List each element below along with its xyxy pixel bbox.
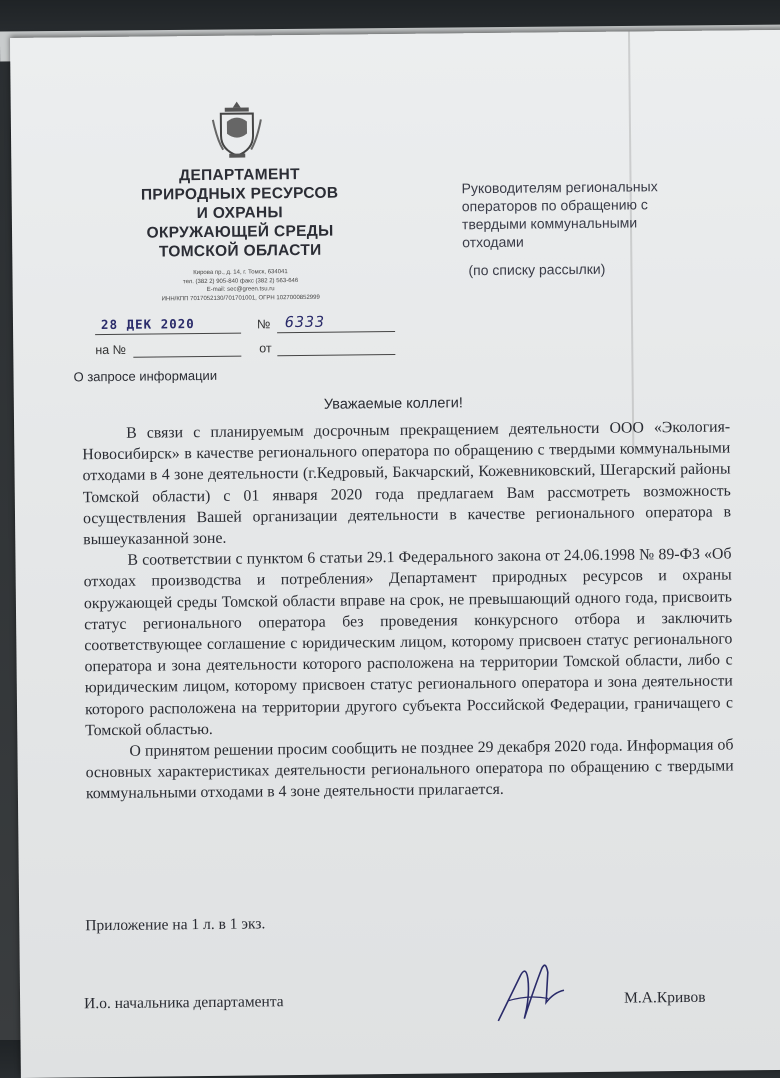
body-paragraph: О принятом решении просим сообщить не позднее 29 декабря 2020 года. Информация об основных характеристиках деятельности регионального оператора по обращению с твердыми коммунальными отходами в 4 зоне деятельности прилагается. [85,736,734,803]
department-line: ТОМСКОЙ ОБЛАСТИ [158,241,322,261]
recipient-line: отходами [462,233,524,251]
registration-date: 28 ДЕК 2020 [100,316,195,333]
reference-label: на № [95,342,127,358]
recipient-block [462,177,723,280]
signatory-title: И.о. начальника департамента [84,993,284,1013]
body-paragraph: В соответствии с пунктом 6 статьи 29.1 Федерального закона от 24.06.1998 № 89-ФЗ «Об отходах производства и потребления» Департамент природных ресурсов и охраны окружающей среды Томской области вправе на срок, не превышающий одного года, присвоить статус регионального оператора без проведения конкурсного отбора и заключить соответствующее соглашение с юридическим лицом, которому присвоен статус регионального оператора и зона деятельности которого расположена на территории Томской области, либо с юридическим лицом, которому присвоен статус регионального оператора и зона деятельности которого расположена на территории другого субъекта Российской Федерации, граничащего с Томской областью. [83,545,734,740]
department-line: ПРИРОДНЫХ РЕСУРСОВ [140,184,339,204]
from-underline [277,354,395,356]
letter-page [10,30,780,1078]
recipient-line: операторов по обращению с [461,196,648,215]
department-line: И ОХРАНЫ [196,204,284,223]
registration-number: 6333 [284,312,326,332]
body-paragraph: В связи с планируемым досрочным прекращением деятельности ООО «Экология-Новосибирск» в качестве регионального оператора по обращению с твердыми коммунальными отходами в 4 зоне деятельности (г.Кедровый, Бакчарский, Кожевниковский, Шегарский районы Томской области) с 01 января 2020 года предлагаем Вам рассмотреть возможность осуществления Вашей организации деятельности в качестве регионального оператора в вышеуказанной зоне. [82,418,732,549]
number-label: № [256,317,271,332]
department-contacts [110,267,370,304]
recipient-line: твердыми коммунальными [461,214,638,233]
handwritten-signature [488,960,579,1031]
appendix-note: Приложение на 1 л. в 1 экз. [85,915,266,935]
contact-line: ИНН/КПП 7017052130/701701001, ОГРН 1027000852999 [161,294,320,302]
date-underline [95,333,241,336]
subject-line: О запросе информации [73,367,218,385]
from-label: от [259,341,272,356]
contact-line: E-mail: sec@green.tsu.ru [206,286,275,293]
department-line: ДЕПАРТАМЕНТ [178,165,300,185]
signatory-name: М.А.Кривов [623,988,706,1007]
salutation: Уважаемые коллеги! [323,395,463,413]
reference-underline [133,356,241,358]
department-line: ОКРУЖАЮЩЕЙ СРЕДЫ [146,222,334,242]
department-name [109,164,370,262]
recipient-line: Руководителям региональных [461,178,658,197]
contact-line: Кирова пр., д. 14, г. Томск, 634041 [193,269,288,277]
mailing-list-note: (по списку рассылки) [468,260,606,279]
contact-line: тел. (382 2) 905-840 факс (382 2) 563-646 [182,277,299,285]
number-underline [277,331,395,333]
letter-body [82,416,734,804]
coat-of-arms-emblem [211,99,264,160]
